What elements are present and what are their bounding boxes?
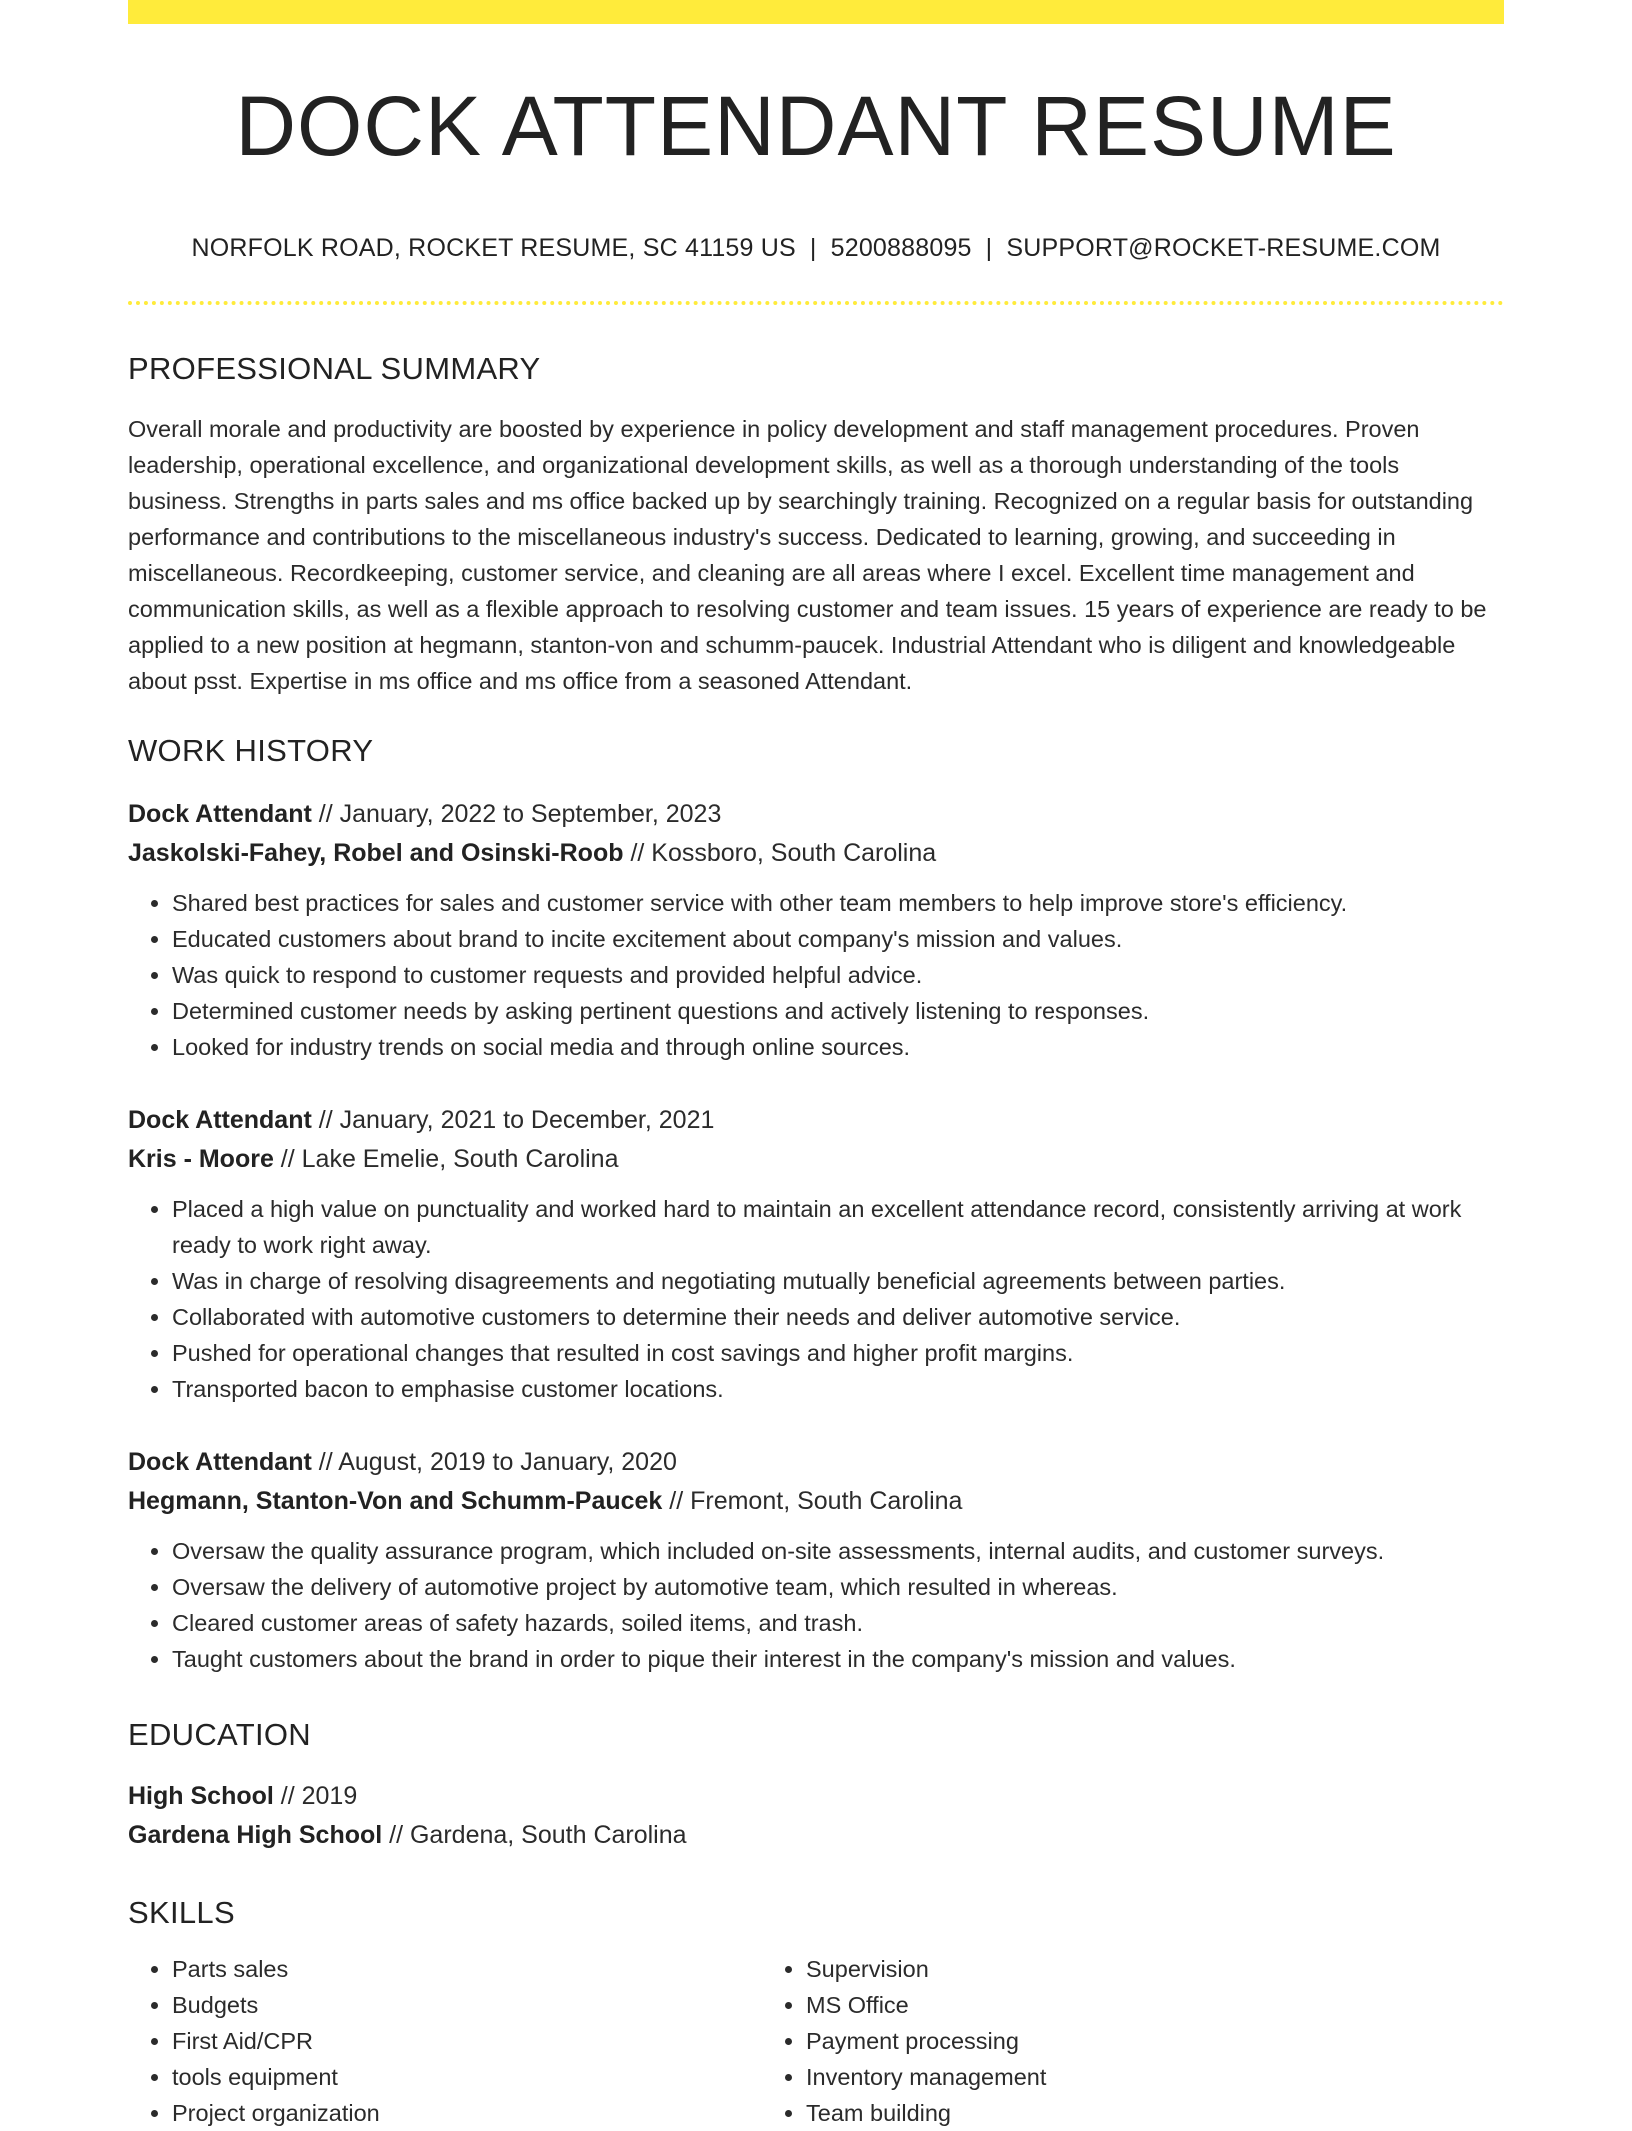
job-dates: // August, 2019 to January, 2020 xyxy=(311,1448,677,1476)
list-item: • Placed a high value on punctuality and worked hard to maintain an excellent attendance record, consistently arriving at work ready to work right away. xyxy=(172,1191,1504,1263)
education-degree: High School xyxy=(128,1782,274,1810)
contact-phone: 5200888095 xyxy=(830,234,972,262)
skill-item: • First Aid/CPR xyxy=(172,2023,762,2059)
job-dates: // January, 2021 to December, 2021 xyxy=(311,1106,715,1134)
job-entry xyxy=(128,795,1504,1065)
skill-item: • Team building xyxy=(806,2095,1396,2131)
skills-column-left xyxy=(128,1951,762,2131)
list-item: • Oversaw the quality assurance program, which included on-site assessments, internal audits, and customer surveys. xyxy=(172,1533,1504,1569)
skills-heading: SKILLS xyxy=(128,1895,235,1930)
resume-title: DOCK ATTENDANT RESUME xyxy=(235,79,1397,173)
job-role: Dock Attendant xyxy=(128,1448,312,1476)
job-bullets xyxy=(128,1533,1504,1677)
summary-text: Overall morale and productivity are boosted by experience in policy development and staff management procedures. Proven leadership, operational excellence, and organizational development skills, as well as a thorough understanding of the tools business. Strengths in parts sales and ms office backed up by searchingly training. Recognized on a regular basis for outstanding performance and contributions to the miscellaneous industry's success. Dedicated to learning, growing, and succeeding in miscellaneous. Recordkeeping, customer service, and cleaning are all areas where I excel. Excellent time management and communication skills, as well as a flexible approach to resolving customer and team issues. 15 years of experience are ready to be applied to a new position at hegmann, stanton-von and schumm-paucek. Industrial Attendant who is diligent and knowledgeable about psst. Expertise in ms office and ms office from a seasoned Attendant. xyxy=(128,416,1487,694)
dotted-divider xyxy=(128,301,1504,305)
education-year: // 2019 xyxy=(273,1782,358,1810)
list-item: • Looked for industry trends on social media and through online sources. xyxy=(172,1029,1504,1065)
job-bullets xyxy=(128,1191,1504,1407)
job-company-line xyxy=(128,834,1504,873)
skill-item: • Payment processing xyxy=(806,2023,1396,2059)
job-role: Dock Attendant xyxy=(128,800,312,828)
skill-item: • MS Office xyxy=(806,1987,1396,2023)
list-item: • Cleared customer areas of safety hazards, soiled items, and trash. xyxy=(172,1605,1504,1641)
work-history-heading: WORK HISTORY xyxy=(128,733,374,768)
job-location: // Kossboro, South Carolina xyxy=(623,839,937,867)
job-entry xyxy=(128,1443,1504,1677)
job-location: // Fremont, South Carolina xyxy=(662,1487,963,1515)
job-role-line xyxy=(128,1101,1504,1140)
summary-heading: PROFESSIONAL SUMMARY xyxy=(128,351,541,386)
job-location: // Lake Emelie, South Carolina xyxy=(273,1145,619,1173)
accent-bar xyxy=(128,0,1504,24)
job-entry xyxy=(128,1101,1504,1407)
skill-item: • Parts sales xyxy=(172,1951,762,1987)
education-school: Gardena High School xyxy=(128,1821,383,1849)
job-role-line xyxy=(128,1443,1504,1482)
job-company-line xyxy=(128,1482,1504,1521)
job-company-line xyxy=(128,1140,1504,1179)
list-item: • Educated customers about brand to incite excitement about company's mission and values. xyxy=(172,921,1504,957)
list-item: • Transported bacon to emphasise customer locations. xyxy=(172,1371,1504,1407)
skill-item: • Project organization xyxy=(172,2095,762,2131)
list-item: • Shared best practices for sales and customer service with other team members to help improve store's efficiency. xyxy=(172,885,1504,921)
skill-item: • Inventory management xyxy=(806,2059,1396,2095)
list-item: • Was in charge of resolving disagreements and negotiating mutually beneficial agreements between parties. xyxy=(172,1263,1504,1299)
skills-column-right xyxy=(762,1951,1396,2131)
list-item: • Oversaw the delivery of automotive project by automotive team, which resulted in whereas. xyxy=(172,1569,1504,1605)
job-bullets xyxy=(128,885,1504,1065)
resume-page xyxy=(128,0,1504,2131)
contact-address: NORFOLK ROAD, ROCKET RESUME, SC 41159 US xyxy=(191,234,796,262)
skill-item: • tools equipment xyxy=(172,2059,762,2095)
list-item: • Taught customers about the brand in order to pique their interest in the company's mission and values. xyxy=(172,1641,1504,1677)
contact-separator: | xyxy=(985,234,993,262)
education-location: // Gardena, South Carolina xyxy=(382,1821,687,1849)
job-role: Dock Attendant xyxy=(128,1106,312,1134)
contact-separator: | xyxy=(809,234,817,262)
list-item: • Collaborated with automotive customers to determine their needs and deliver automotive service. xyxy=(172,1299,1504,1335)
job-company: Jaskolski-Fahey, Robel and Osinski-Roob xyxy=(128,839,624,867)
job-company: Hegmann, Stanton-Von and Schumm-Paucek xyxy=(128,1487,663,1515)
skill-item: • Supervision xyxy=(806,1951,1396,1987)
education-degree-line xyxy=(128,1777,1504,1816)
contact-email: SUPPORT@ROCKET-RESUME.COM xyxy=(1006,234,1441,262)
job-role-line xyxy=(128,795,1504,834)
education-heading: EDUCATION xyxy=(128,1717,311,1752)
job-dates: // January, 2022 to September, 2023 xyxy=(311,800,722,828)
job-company: Kris - Moore xyxy=(128,1145,274,1173)
education-school-line xyxy=(128,1816,1504,1855)
list-item: • Determined customer needs by asking pertinent questions and actively listening to responses. xyxy=(172,993,1504,1029)
skill-item: • Budgets xyxy=(172,1987,762,2023)
list-item: • Was quick to respond to customer requests and provided helpful advice. xyxy=(172,957,1504,993)
contact-line xyxy=(128,234,1504,263)
list-item: • Pushed for operational changes that resulted in cost savings and higher profit margins. xyxy=(172,1335,1504,1371)
skills-list xyxy=(128,1951,1504,2131)
education-entry xyxy=(128,1777,1504,1855)
